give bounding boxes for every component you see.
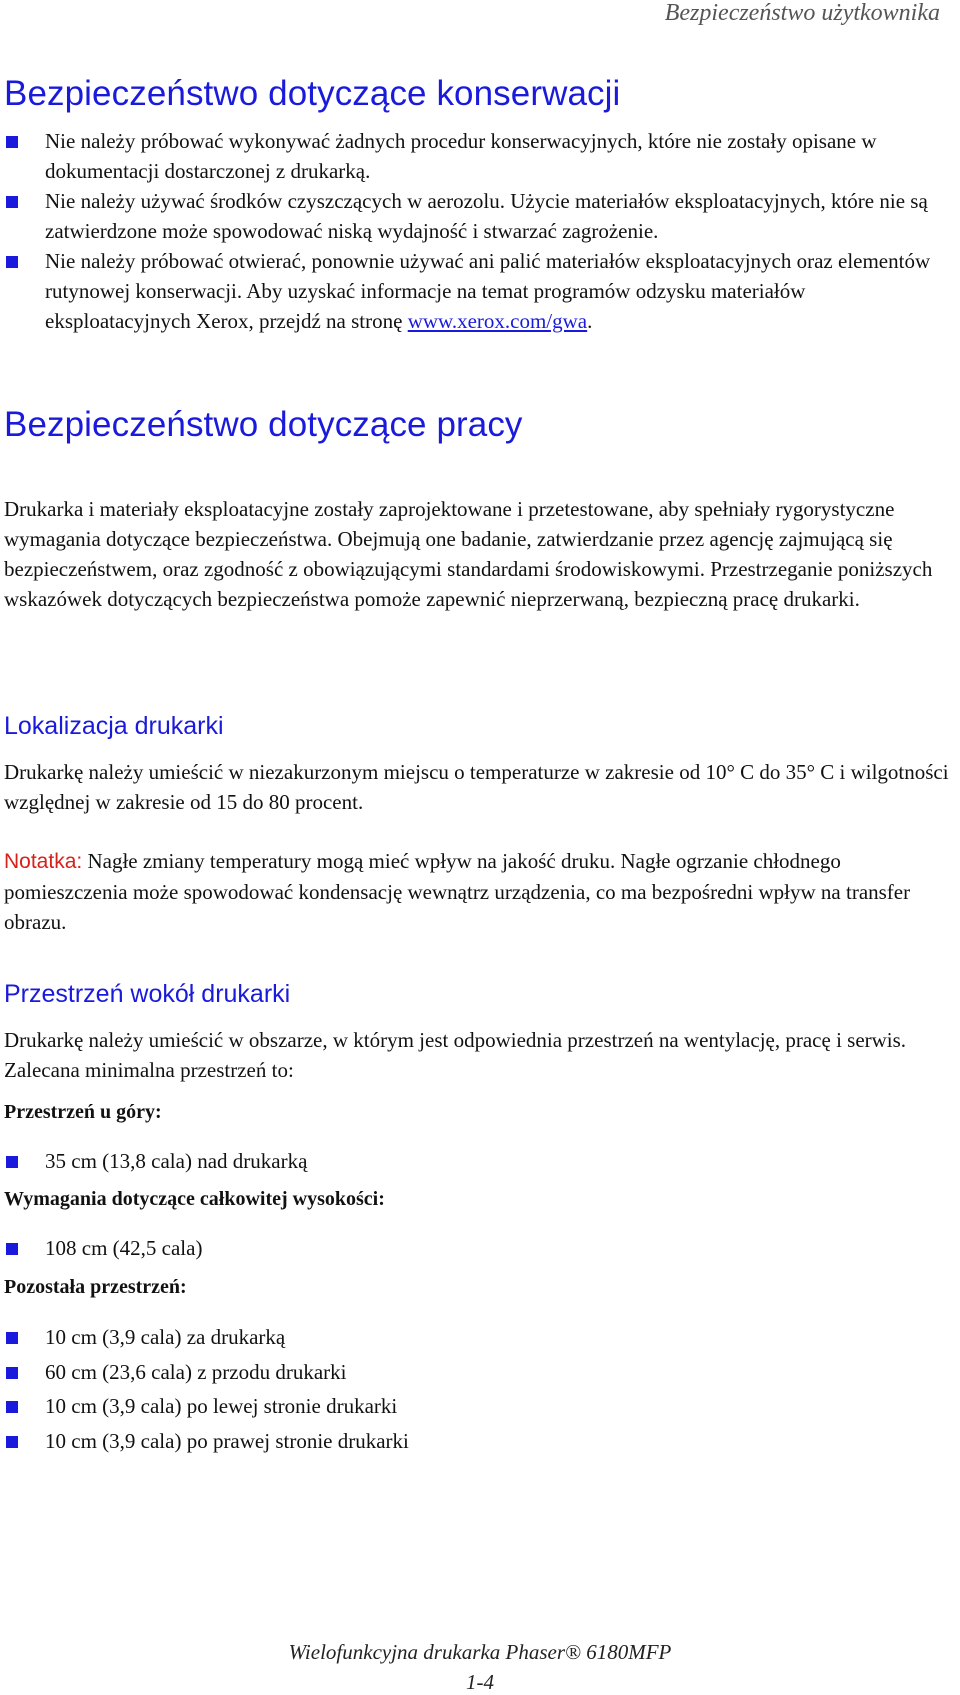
list-item-end: . <box>587 309 593 333</box>
bullet-square-icon <box>6 1367 18 1379</box>
bullet-square-icon <box>6 136 18 148</box>
location-paragraph: Drukarkę należy umieścić w niezakurzonym miejscu o temperaturze w zakresie od 10° C do 35° C i wilgotności względnej w zakresie od 15 do 80 procent. <box>4 760 949 814</box>
list-item-text: Nie należy używać środków czyszczących w aerozolu. Użycie materiałów eksploatacyjnych, które nie są zatwierdzone może spowodować niską wydajność i stwarzać zagrożenie. <box>45 189 928 243</box>
bullet-square-icon <box>6 1332 18 1344</box>
bullet-square-icon <box>6 196 18 208</box>
bullet-square-icon <box>6 1401 18 1413</box>
list-item <box>4 246 944 336</box>
list-item <box>4 186 944 246</box>
maintenance-list <box>4 126 944 336</box>
operational-safety-paragraph: Drukarka i materiały eksploatacyjne zostały zaprojektowane i przetestowane, aby spełniały rygorystyczne wymagania dotyczące bezpieczeństwa. Obejmują one badanie, zatwierdzanie przez agencję zajmującą się bezpieczeństwem, oraz zgodność z obowiązującymi standardami środowiskowymi. Przestrzeganie poniższych wskazówek dotyczących bezpieczeństwa pomoże zapewnić nieprzerwaną, bezpieczną pracę drukarki. <box>4 497 933 611</box>
list-item-text: 35 cm (13,8 cala) nad drukarką <box>45 1149 308 1173</box>
footer-product-name: Wielofunkcyjna drukarka Phaser® 6180MFP <box>288 1640 672 1664</box>
clearance-paragraph: Drukarkę należy umieścić w obszarze, w którym jest odpowiednia przestrzeń na wentylację, pracę i serwis. Zalecana minimalna przestrzeń to: <box>4 1028 907 1082</box>
other-clearance-list <box>4 1320 944 1458</box>
bullet-square-icon <box>6 256 18 268</box>
list-item <box>4 1389 944 1424</box>
top-clearance-list <box>4 1146 944 1176</box>
total-height-label: Wymagania dotyczące całkowitej wysokości: <box>4 1188 385 1210</box>
list-item <box>4 126 944 186</box>
list-item-text: 10 cm (3,9 cala) po prawej stronie drukarki <box>45 1428 409 1453</box>
top-clearance-label: Przestrzeń u góry: <box>4 1101 162 1123</box>
list-item <box>4 1233 944 1263</box>
list-item-text: 60 cm (23,6 cala) z przodu drukarki <box>45 1359 347 1384</box>
list-item-text: 10 cm (3,9 cala) po lewej stronie drukarki <box>45 1394 398 1418</box>
bullet-square-icon <box>6 1243 18 1255</box>
list-item <box>4 1424 944 1459</box>
bullet-square-icon <box>6 1436 18 1448</box>
footer-page-number: 1-4 <box>466 1670 494 1694</box>
running-header: Bezpieczeństwo użytkownika <box>664 0 940 26</box>
heading-printer-location: Lokalizacja drukarki <box>4 712 224 740</box>
list-item-text: Nie należy próbować otwierać, ponownie używać ani palić materiałów eksploatacyjnych oraz elementów rutynowej konserwacji. Aby uzyskać informacje na temat programów odzysku materiałów eksploatacyjnych Xerox, przejdź na stronę <box>45 249 931 333</box>
list-item-text: Nie należy próbować wykonywać żadnych procedur konserwacyjnych, które nie zostały opisane w dokumentacji dostarczonej z drukarką. <box>45 129 877 183</box>
note-label: Notatka: <box>4 850 83 873</box>
note-paragraph <box>4 846 954 937</box>
heading-operational-safety: Bezpieczeństwo dotyczące pracy <box>4 405 523 444</box>
list-item <box>4 1146 944 1176</box>
heading-printer-clearance: Przestrzeń wokół drukarki <box>4 980 291 1008</box>
list-item-text: 108 cm (42,5 cala) <box>45 1236 203 1260</box>
bullet-square-icon <box>6 1156 18 1168</box>
list-item <box>4 1355 944 1390</box>
list-item-text: 10 cm (3,9 cala) za drukarką <box>45 1325 286 1349</box>
list-item <box>4 1320 944 1355</box>
xerox-recycling-link[interactable]: www.xerox.com/gwa <box>407 309 588 333</box>
heading-maintenance-safety: Bezpieczeństwo dotyczące konserwacji <box>4 74 621 113</box>
total-height-list <box>4 1233 944 1263</box>
note-text: Nagłe zmiany temperatury mogą mieć wpływ na jakość druku. Nagłe ogrzanie chłodnego pomieszczenia może spowodować kondensację wewnątrz urządzenia, co ma bezpośredni wpływ na transfer obrazu. <box>4 849 911 934</box>
other-clearance-label: Pozostała przestrzeń: <box>4 1276 187 1298</box>
